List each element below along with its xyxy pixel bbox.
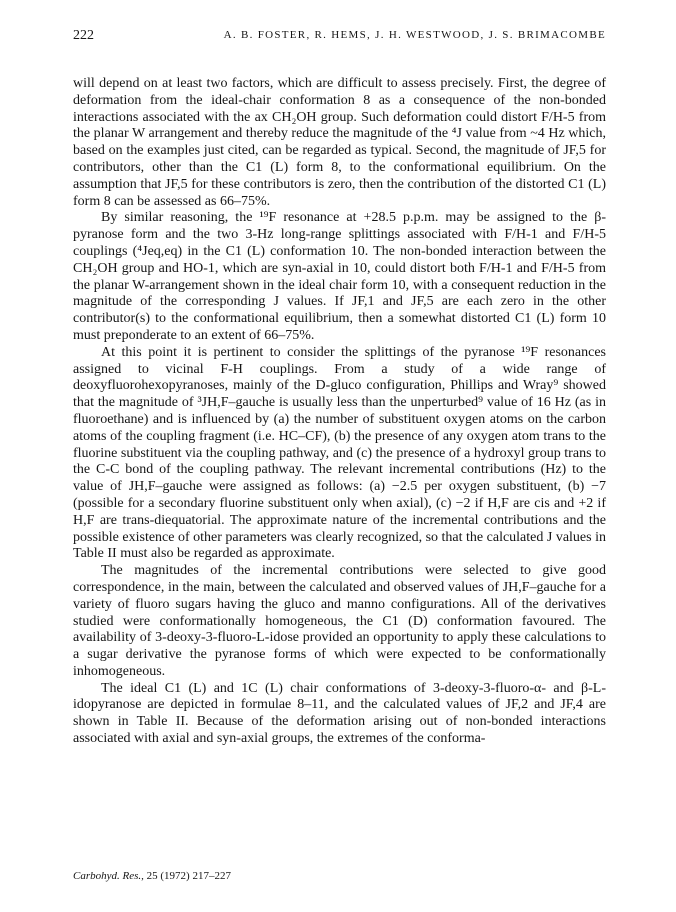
paragraph-1: will depend on at least two factors, which are difficult to assess precisely. First, the degree of deformation from the ideal-chair conformation 8 as a consequence of the non-bonded interactions associated with the ax CH₂OH group. Such deformation could distort F/H-5 from the planar W arrangement and thereby reduce the magnitude of the ⁴J value from ~4 Hz which, based on the examples just cited, can be regarded as typical. Second, the magnitude of JF,5 for contributors, other than the C1 (L) form 8, to the conformational equilibrium. On the assumption that JF,5 for these contributors is zero, then the contribution of the distorted C1 (L) form 8 can be assessed as 66–75%. bbox=[73, 76, 606, 209]
paragraph-2: By similar reasoning, the ¹⁹F resonance at +28.5 p.p.m. may be assigned to the β-pyranose form and the two 3-Hz long-range splittings associated with F/H-1 and F/H-5 couplings (⁴Jeq,eq) in the C1 (L) conformation 10. The non-bonded interaction between the CH₂OH group and HO-1, which are syn-axial in 10, could distort both F/H-1 and F/H-5 from the planar W-arrangement shown in the ideal chair form 10, with a consequent reduction in the magnitude of the corresponding J values. If JF,1 and JF,5 are each zero in the other contributor(s) to the conformational equilibrium, then a somewhat distorted C1 (L) form 10 must preponderate to an extent of 66–75%. bbox=[73, 210, 606, 343]
paragraph-3: At this point it is pertinent to consider the splittings of the pyranose ¹⁹F resonances assigned to vicinal F-H couplings. From a study of a wide range of deoxyfluorohexopyranoses, mainly of the D-gluco configuration, Phillips and Wray⁹ showed that the magnitude of ³JH,F–gauche is usually less than the unperturbed⁹ value of 16 Hz (as in fluoroethane) and is influenced by (a) the number of substituent oxygen atoms on the carbon atoms of the coupling fragment (i.e. HC–CF), (b) the presence of any oxygen atom trans to the fluorine substituent via the coupling pathway, and (c) the presence of a hydroxyl group trans to the C-C bond of the coupling pathway. The relevant incremental contributions (Hz) to the value of JH,F–gauche were assigned as follows: (a) −2.5 per oxygen substituent, (b) −7 (possible for a secondary fluorine substituent only when axial), (c) −2 if H,F are cis and +2 if H,F are trans-diequatorial. The approximate nature of the incremental contributions and the possible existence of other parameters was clearly recognized, so that the calculated J values in Table II must also be regarded as approximate. bbox=[73, 344, 606, 562]
article-body bbox=[73, 76, 606, 748]
paragraph-5: The ideal C1 (L) and 1C (L) chair conformations of 3-deoxy-3-fluoro-α- and β-L-idopyranose are depicted in formulae 8–11, and the calculated values of JF,2 and JF,4 are shown in Table II. Because of the deformation arising out of non-bonded interactions associated with axial and syn-axial groups, the extremes of the conforma- bbox=[73, 680, 606, 747]
journal-volume-pages: 25 (1972) 217–227 bbox=[146, 870, 231, 882]
running-title: A. B. FOSTER, R. HEMS, J. H. WESTWOOD, J. S. BRIMACOMBE bbox=[223, 29, 606, 41]
journal-name: Carbohyd. Res., bbox=[73, 870, 144, 882]
paragraph-4: The magnitudes of the incremental contributions were selected to give good correspondence, in the main, between the calculated and observed values of JH,F–gauche for a variety of fluoro sugars having the gluco and manno configurations. All of the derivatives studied were conformationally homogeneous, the C1 (D) conformation favoured. The availability of 3-deoxy-3-fluoro-L-idose provided an opportunity to apply these calculations to a sugar derivative the pyranose forms of which were expected to be conformationally inhomogeneous. bbox=[73, 563, 606, 679]
journal-footer bbox=[73, 870, 231, 882]
running-header bbox=[73, 28, 606, 46]
page-number: 222 bbox=[73, 28, 94, 43]
